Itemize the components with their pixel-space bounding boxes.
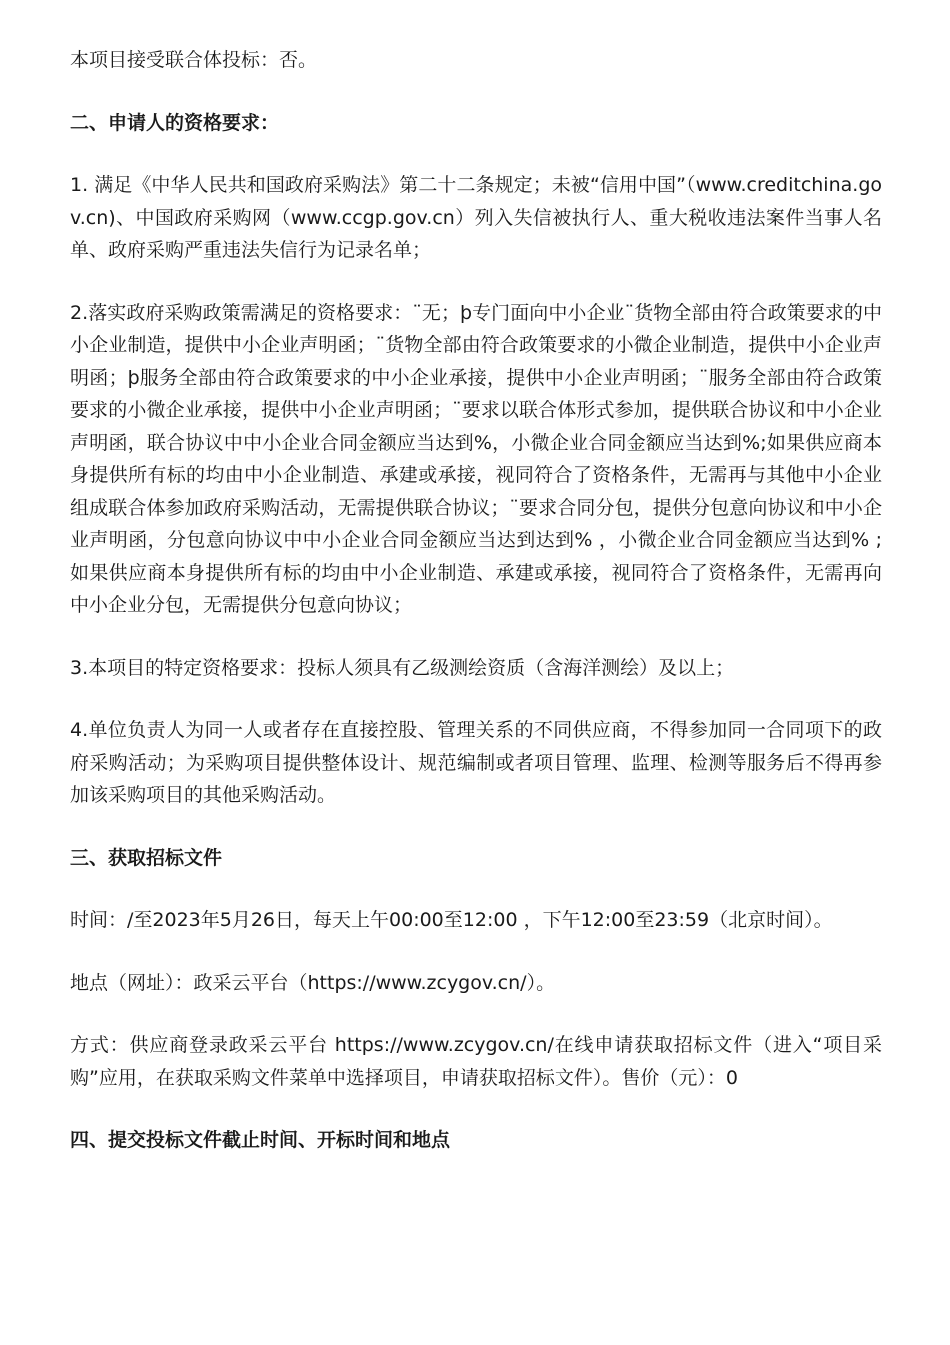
requirement-4: 4.单位负责人为同一人或者存在直接控股、管理关系的不同供应商，不得参加同一合同项下的政府采购活动；为采购项目提供整体设计、规范编制或者项目管理、监理、检测等服务后不得再参加该采购项目的其他采购活动。 xyxy=(70,719,882,806)
section-3-heading: 三、获取招标文件 xyxy=(70,846,223,869)
section-4-heading: 四、提交投标文件截止时间、开标时间和地点 xyxy=(70,1129,451,1151)
requirement-2: 2.落实政府采购政策需满足的资格要求：¨无；þ专门面向中小企业¨货物全部由符合政策要求的中小企业制造，提供中小企业声明函；¨货物全部由符合政策要求的小微企业制造，提供中小企业声明函；þ服务全部由符合政策要求的中小企业承接，提供中小企业声明函；¨服务全部由符合政策要求的小微企业承接，提供中小企业声明函；¨要求以联合体形式参加，提供联合协议和中小企业声明函，联合协议中中小企业合同金额应当达到%，小微企业合同金额应当达到%;如果供应商本身提供所有标的均由中小企业制造、承建或承接，视同符合了资格条件，无需再与其他中小企业组成联合体参加政府采购活动，无需提供联合协议；¨要求合同分包，提供分包意向协议和中小企业声明函，分包意向协议中中小企业合同金额应当达到达到% ，小微企业合同金额应当达到% ;如果供应商本身提供所有标的均由中小企业制造、承建或承接，视同符合了资格条件，无需再向中小企业分包，无需提供分包意向协议； xyxy=(70,301,882,616)
joint-bid-statement: 本项目接受联合体投标：否。 xyxy=(70,49,318,71)
acquisition-location: 地点（网址）：政采云平台（https://www.zcygov.cn/）。 xyxy=(70,971,556,994)
section-2-heading: 二、申请人的资格要求： xyxy=(70,111,280,134)
acquisition-time: 时间：/至2023年5月26日，每天上午00:00至12:00 ，下午12:00至23:59（北京时间）。 xyxy=(70,909,833,931)
document-body xyxy=(70,44,882,1187)
requirement-3: 3.本项目的特定资格要求：投标人须具有乙级测绘资质（含海洋测绘）及以上； xyxy=(70,656,735,679)
acquisition-method: 方式：供应商登录政采云平台 https://www.zcygov.cn/在线申请获取招标文件（进入“项目采购”应用，在获取采购文件菜单中选择项目，申请获取招标文件）。售价（元）：0 xyxy=(70,1034,882,1089)
requirement-1: 1. 满足《中华人民共和国政府采购法》第二十二条规定；未被“信用中国”（www.creditchina.gov.cn)、中国政府采购网（www.ccgp.gov.cn）列入失信被执行人、重大税收违法案件当事人名单、政府采购严重违法失信行为记录名单； xyxy=(70,174,882,261)
